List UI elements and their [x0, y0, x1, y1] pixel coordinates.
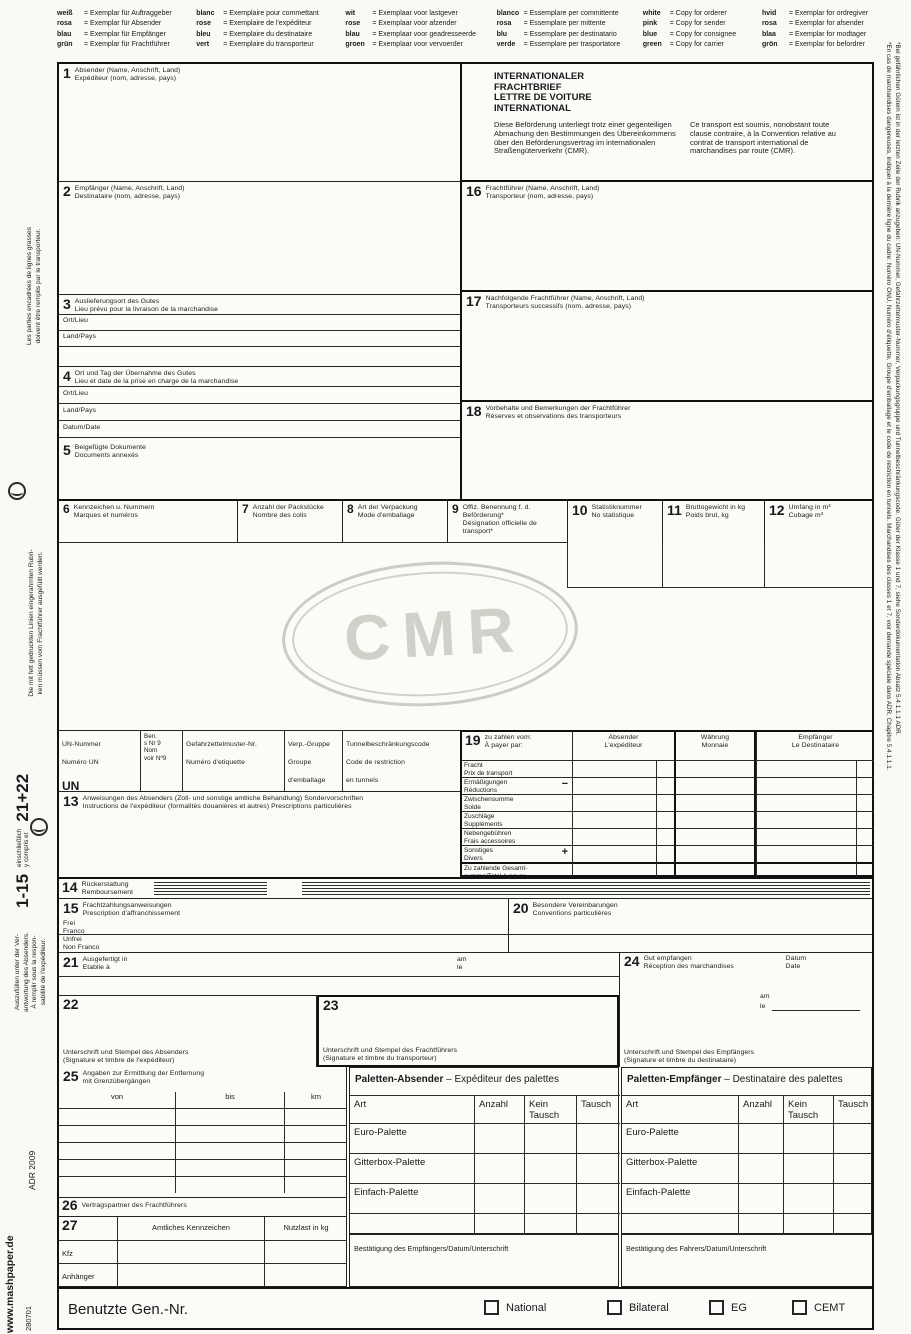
pallet-cell[interactable]	[576, 1123, 620, 1153]
non-franco-row[interactable]: Unfrei Non Franco	[63, 936, 100, 951]
legend-entry: rose = Exemplaar voor afzender	[345, 20, 457, 28]
vehicle-cell[interactable]	[264, 1263, 347, 1287]
charge-cell[interactable]	[572, 777, 656, 794]
legend-entry: rose = Exemplaire de l'expéditeur	[196, 20, 312, 28]
pallet-cell[interactable]	[576, 1213, 620, 1235]
column-header-consignee: Empfänger Le Destinataire	[756, 732, 874, 760]
field-number: 26	[62, 1197, 78, 1213]
charge-row-label: Zwischensumme Solde	[462, 794, 572, 811]
field-label: Angaben zur Ermittlung der Entfernung mit Grenzübergängen	[82, 1070, 205, 1085]
field-number: 24	[624, 953, 640, 969]
column-header-plate: Amtliches Kennzeichen	[117, 1217, 264, 1240]
column-header-km: km	[284, 1092, 347, 1108]
pallets-sender-table	[349, 1067, 619, 1234]
legend-entry: bleu = Exemplaire du destinataire	[196, 30, 313, 38]
charge-cell[interactable]	[756, 760, 856, 777]
charge-cell[interactable]	[656, 760, 674, 777]
hazard-label-cell[interactable]: Gefahrzettelmuster-Nr. Numéro d'etiquette	[182, 731, 284, 791]
legend-entry: hvid = Exemplar for ordregiver	[761, 10, 869, 17]
field-number: 13	[63, 793, 79, 809]
distance-cell[interactable]	[59, 1176, 175, 1193]
cmr-watermark: CMR	[278, 554, 581, 713]
currency-cell[interactable]	[674, 845, 756, 862]
field-label: Anweisungen des Absenders (Zoll- und sonstige amtliche Behandlung) Sondervorschriften Instructions de l'expéditeur (formalités douanières et autres) Prescriptions particulières	[82, 795, 364, 810]
am-le-label: am le	[457, 956, 467, 971]
charge-row-label: Fracht Prix de transport	[462, 760, 572, 777]
goods-header-row	[59, 499, 872, 542]
charge-cell[interactable]	[572, 845, 656, 862]
currency-cell[interactable]	[674, 760, 756, 777]
vehicle-cell[interactable]	[117, 1263, 264, 1287]
field-label: Vertragspartner des Frachtführers	[81, 1202, 187, 1209]
currency-cell[interactable]	[674, 794, 756, 811]
legend-entry: blaa = Exemplar for modtager	[761, 30, 867, 38]
pallets-consignee-title: Paletten-Empfänger – Destinataire des palettes	[627, 1074, 843, 1085]
range-high: 21+22	[12, 773, 32, 822]
field-label: Auslieferungsort des Gutes Lieu prévu pour la livraison de la marchandise	[74, 298, 219, 313]
field-1-sender[interactable]	[59, 64, 462, 182]
field-10-statistical: 10 Statistiknummer No statistique	[567, 501, 662, 542]
field-number: 25	[63, 1068, 79, 1084]
pallet-cell[interactable]	[833, 1183, 871, 1213]
field-number: 16	[466, 183, 482, 199]
column-header-kein-tausch: Kein Tausch	[783, 1095, 833, 1123]
checkbox-icon[interactable]	[709, 1300, 724, 1315]
charge-cell[interactable]	[572, 828, 656, 845]
legend-group-da	[762, 9, 874, 51]
distance-cell[interactable]	[59, 1125, 175, 1142]
pallet-cell[interactable]	[350, 1213, 474, 1235]
land-pays-row[interactable]: Land/Pays	[59, 331, 460, 347]
charge-row-label: Zuschläge Suppléments	[462, 811, 572, 828]
distance-cell[interactable]	[59, 1159, 175, 1176]
currency-cell[interactable]	[674, 777, 756, 794]
pallet-cell[interactable]	[833, 1213, 871, 1235]
field-18-reservations[interactable]	[462, 402, 872, 499]
range-low: 1-15	[12, 873, 32, 908]
ort-lieu-row[interactable]: Ort/Lieu	[59, 387, 460, 404]
field-label: Absender (Name, Anschrift, Land) Expéditeur (nom, adresse, pays)	[74, 67, 181, 82]
checkbox-icon[interactable]	[484, 1300, 499, 1315]
am-label: am	[760, 993, 770, 1000]
distance-cell[interactable]	[175, 1159, 284, 1176]
pallet-cell[interactable]	[524, 1183, 576, 1213]
datum-date-row[interactable]: Datum/Date	[59, 421, 460, 438]
pallet-cell[interactable]	[783, 1183, 833, 1213]
range-including-fr: y compris et	[23, 832, 30, 867]
field-label: Beigefügte Dokumente Documents annexés	[74, 444, 146, 459]
field-number: 1	[63, 65, 71, 81]
distance-cell[interactable]	[284, 1176, 347, 1193]
pallet-cell[interactable]	[474, 1153, 524, 1183]
hatch-bar	[154, 882, 267, 897]
field-17-successive-carriers[interactable]	[462, 292, 872, 402]
legend-entry: blue = Copy for consignee	[642, 30, 737, 38]
field-number: 18	[466, 403, 482, 419]
legend-entry: vert = Exemplaire du transporteur	[196, 41, 314, 49]
cmr-title: INTERNATIONALER FRACHTBRIEF LETTRE DE VOITURE INTERNATIONAL	[494, 71, 592, 114]
charge-cell[interactable]	[572, 811, 656, 828]
cmr-convention-text	[494, 121, 862, 155]
charge-cell[interactable]	[756, 811, 856, 828]
charge-cell[interactable]	[756, 845, 856, 862]
field-8-packing: 8 Art der Verpackung Mode d'emballage	[342, 501, 447, 542]
distance-cell[interactable]	[175, 1142, 284, 1159]
charge-cell[interactable]	[656, 777, 674, 794]
legend-entry: white = Copy for orderer	[642, 10, 727, 17]
pallet-cell[interactable]	[474, 1183, 524, 1213]
pallet-cell[interactable]	[474, 1123, 524, 1153]
pallet-cell[interactable]	[738, 1213, 783, 1235]
pallet-cell[interactable]	[474, 1213, 524, 1235]
field-number-cell: 27	[62, 1217, 78, 1233]
margin-field-range	[12, 718, 58, 908]
date-fill-line[interactable]	[772, 1010, 860, 1011]
legend-entry: rosa = Exemplar for afsender	[761, 20, 864, 28]
field-12-volume: 12 Umfang in m³ Cubage m³	[764, 501, 872, 542]
emblem-icon	[8, 482, 26, 500]
confirmation-label: Bestätigung des Fahrers/Datum/Unterschrift	[626, 1244, 767, 1253]
checkbox-cemt[interactable]: CEMT	[792, 1300, 845, 1315]
signature-caption: Unterschrift und Stempel des Absenders (Signature et timbre de l'expéditeur)	[63, 1049, 189, 1064]
field-label: Gut empfangen Réception des marchandises	[643, 955, 734, 970]
vehicle-cell[interactable]	[264, 1240, 347, 1263]
field-20-special-agreements[interactable]	[509, 899, 872, 952]
pallet-cell[interactable]	[524, 1123, 576, 1153]
charge-cell[interactable]	[572, 760, 656, 777]
distance-cell[interactable]	[59, 1142, 175, 1159]
field-7-packages: 7 Anzahl der Packstücke Nombre des colis	[237, 501, 342, 542]
form-body	[57, 62, 874, 1330]
field-21-established-in[interactable]	[59, 952, 619, 995]
ort-lieu-row[interactable]: Ort/Lieu	[59, 315, 460, 331]
confirmation-label: Bestätigung des Empfängers/Datum/Unterschrift	[354, 1244, 509, 1253]
field-label: Besondere Vereinbarungen Conventions particulières	[532, 902, 618, 917]
field-label: Vorbehalte und Bemerkungen der Frachtführer Réserves et observations des transporteurs	[485, 405, 631, 420]
pallet-cell[interactable]	[783, 1123, 833, 1153]
legend-entry: green = Copy for carrier	[642, 41, 725, 49]
consignee-confirmation-box[interactable]	[349, 1234, 619, 1287]
margin-note-sender-responsibility: Auszufüllen unter der Ver- antwortung des Absenders. À remplir sous la respon- sabilité de l'expéditeur.	[14, 932, 47, 1012]
pallet-row-label: Einfach-Palette	[350, 1183, 474, 1213]
field-15-payment-instructions	[59, 899, 509, 952]
distance-cell[interactable]	[284, 1159, 347, 1176]
charge-cell[interactable]	[756, 828, 856, 845]
field-26-contract-partner[interactable]	[59, 1197, 347, 1217]
legend-entry: blanc = Exemplaire pour commettant	[196, 10, 319, 17]
pallet-row-label: Gitterbox-Palette	[350, 1153, 474, 1183]
column-header-art: Art	[622, 1095, 738, 1123]
margin-note-carrier-de: Die mit fett gedruckten Linien eingerahmten Rubri- ken müssen vom Frachtführer ausgefüllt werden.	[28, 549, 44, 697]
datum-date-label: Datum Date	[785, 955, 807, 970]
packing-group-cell[interactable]: Verp.-Gruppe Groupe d'emballage	[284, 731, 342, 791]
distance-cell[interactable]	[59, 1108, 175, 1125]
land-pays-row[interactable]: Land/Pays	[59, 404, 460, 421]
signature-caption: Unterschrift und Stempel des Empfängers (Signature et timbre du destinataire)	[624, 1049, 755, 1064]
dangerous-goods-note-de: *Bei gefährlichen Gütern ist in der letzten Zeile der Rubrik anzugeben: UN-Nummer, Gefahrzettelmuster-Nummer, Verpackungsgruppe und Tunnelbeschränkungscode. Güter der Klasse 1 und 7, siehe Sonderdokumentation Absatz 5.4.1.1.1 ADR.	[894, 42, 901, 736]
legend-group-nl	[345, 9, 495, 51]
field-label: Nachfolgende Frachtführer (Name, Anschrift, Land) Transporteurs successifs (nom, adresse, pays)	[485, 295, 645, 310]
charge-cell[interactable]	[856, 760, 874, 777]
field-4-takeover-place[interactable]	[59, 367, 462, 441]
le-label: le	[760, 1003, 766, 1010]
legend-entry: groen = Exemplaar voor vervoerder	[345, 41, 463, 49]
pallet-cell[interactable]	[738, 1153, 783, 1183]
vehicle-cell[interactable]	[117, 1240, 264, 1263]
legend-group-de	[57, 9, 195, 51]
margin-adr-year: ADR 2009	[27, 1150, 37, 1190]
margin-form-number: 280701	[24, 1305, 33, 1331]
field-19-header: 19 zu zahlen vom: À payer par:	[465, 732, 532, 749]
charge-cell[interactable]	[856, 811, 874, 828]
un-row	[59, 730, 460, 792]
charge-row-label: Sonstiges Divers +	[462, 845, 572, 862]
un-prefix: UN	[62, 779, 80, 793]
checkbox-icon[interactable]	[792, 1300, 807, 1315]
field-6-marks: 6 Kennzeichen u. Nummern Marques et numéros	[63, 502, 155, 519]
field-label: Frachtzahlungsanweisungen Prescription d'affranchissement	[82, 902, 181, 917]
field-19-charges-table	[460, 730, 872, 877]
field-label: Frachtführer (Name, Anschrift, Land) Transporteur (nom, adresse, pays)	[485, 185, 600, 200]
convention-text-fr: Ce transport est soumis, nonobstant toute clause contraire, à la Convention relative au contrat de transport international de marchandises par route (CMR).	[690, 120, 836, 156]
field-number: 20	[513, 900, 529, 916]
field-number: 5	[63, 442, 71, 458]
field-5-documents[interactable]	[59, 441, 462, 499]
dangerous-goods-note-fr: *En cas de marchandises dangereuses, indiquer à la dernière ligne du cadre: Numéro ONU, Numéro d'étiquette, Groupe d'emballage et le code de restriction en tunnels. Marchandises des classes 1 et 7, voir demande spéciale dans ADR, Chapitre 5.4.1.1.1.	[884, 42, 892, 771]
column-header-von: von	[110, 1092, 124, 1101]
field-27-vehicle-table	[59, 1217, 347, 1287]
checkbox-bilateral[interactable]: Bilateral	[607, 1300, 669, 1315]
range-including-de: einschließlich	[16, 828, 23, 867]
pallet-row-label: Einfach-Palette	[622, 1183, 738, 1213]
column-header-kein-tausch: Kein Tausch	[524, 1095, 576, 1123]
column-header-payload: Nutzlast in kg	[264, 1217, 347, 1240]
field-16-carrier[interactable]	[462, 182, 872, 292]
trailer-row-label: Anhänger	[59, 1263, 117, 1287]
pallet-cell[interactable]	[833, 1153, 871, 1183]
field-label: Empfänger (Name, Anschrift, Land) Destinataire (nom, adresse, pays)	[74, 185, 185, 200]
field-number: 17	[466, 293, 482, 309]
column-header-sender: Absender L'expéditeur	[572, 732, 674, 760]
pallet-cell[interactable]	[738, 1183, 783, 1213]
field-3-delivery-place[interactable]	[59, 295, 462, 367]
currency-cell[interactable]	[674, 828, 756, 845]
pallets-sender-title: Paletten-Absender – Expéditeur des palettes	[355, 1074, 559, 1085]
distance-cell[interactable]	[175, 1125, 284, 1142]
charge-cell[interactable]	[856, 845, 874, 862]
pallet-row-label: Euro-Palette	[622, 1123, 738, 1153]
pallet-cell[interactable]	[783, 1213, 833, 1235]
column-header-art: Art	[350, 1095, 474, 1123]
pallets-consignee-table	[621, 1067, 872, 1234]
field-label: Ort und Tag der Übernahme des Gutes Lieu et date de la prise en charge de la marchandise	[74, 370, 239, 385]
checkbox-national[interactable]: National	[484, 1300, 546, 1315]
hatch-bar	[302, 882, 870, 897]
blank-row[interactable]	[509, 919, 872, 935]
field-11-gross-weight: 11 Bruttogewicht in kg Poids brut, kg	[662, 501, 764, 542]
charge-row-label: Ermäßigungen Réductions −	[462, 777, 572, 794]
column-header-anzahl: Anzahl	[738, 1095, 783, 1123]
blank-row[interactable]	[59, 347, 460, 367]
pallet-row-label: Gitterbox-Palette	[622, 1153, 738, 1183]
tunnel-code-cell[interactable]: Tunnelbeschränkungscode Code de restriction en tunnels	[342, 731, 460, 791]
field-number: 14	[62, 879, 78, 895]
total-row-label: Zu zahlende Gesamt- summe/Total à payer	[462, 862, 572, 879]
charge-cell[interactable]	[656, 811, 674, 828]
column-header-bis: bis	[175, 1092, 284, 1108]
charge-cell[interactable]	[856, 828, 874, 845]
field-number: 21	[63, 954, 79, 970]
charge-row-label: Nebengebühren Frais accessoires	[462, 828, 572, 845]
legend-group-fr	[196, 9, 344, 51]
field-2-consignee[interactable]	[59, 182, 462, 295]
signature-caption: Unterschrift und Stempel des Frachtführers (Signature et timbre du transporteur)	[323, 1047, 458, 1062]
permit-row	[59, 1287, 872, 1328]
legend-entry: blanco = Essemplare per committente	[496, 10, 619, 17]
field-22-sender-signature[interactable]	[59, 995, 317, 1067]
field-label: Rückerstattung Remboursement	[81, 881, 134, 896]
column-header-anzahl: Anzahl	[474, 1095, 524, 1123]
field-23-carrier-signature[interactable]	[317, 995, 619, 1067]
column-header-tausch: Tausch	[576, 1095, 620, 1123]
pallet-row-label: Euro-Palette	[350, 1123, 474, 1153]
legend-entry: blau = Exemplaar voor geadresseerde	[345, 30, 477, 38]
margin-dangerous-goods-note	[878, 42, 902, 1322]
charge-cell[interactable]	[656, 794, 674, 811]
un-name-cell[interactable]: Ben. s Nr 9 Nom voir Nº9	[140, 731, 182, 791]
kfz-row-label: Kfz	[59, 1240, 117, 1263]
field-24-goods-received[interactable]	[619, 952, 872, 1067]
legend-entry: grün = Exemplar für Frachtführer	[57, 41, 170, 49]
column-header-tausch: Tausch	[833, 1095, 871, 1123]
legend-entry: rosa = Exemplar für Absender	[57, 20, 162, 28]
margin-note-carrier-fr: Les parties encadrées de lignes grasses doivent être remplis par le transporteur.	[26, 226, 42, 346]
pallet-cell[interactable]	[576, 1153, 620, 1183]
field-number: 2	[63, 183, 71, 199]
legend-group-it	[497, 9, 642, 51]
field-9-designation: 9 Offiz. Benennung f. d. Beförderung* Désignation officielle de transport*	[447, 501, 567, 542]
charge-cell[interactable]	[656, 845, 674, 862]
column-header-currency: Währung Monnaie	[674, 732, 756, 760]
legend-entry: verde = Essemplare per trasportatore	[496, 41, 621, 49]
field-13-sender-instructions[interactable]	[59, 792, 460, 877]
un-number-cell[interactable]: UN-Nummer Numéro UN UN	[59, 731, 140, 791]
legend-entry: wit = Exemplaar voor lastgever	[345, 10, 458, 17]
pallet-cell[interactable]	[738, 1123, 783, 1153]
margin-website: www.mashpaper.de	[4, 1235, 16, 1333]
distance-cell[interactable]	[175, 1176, 284, 1193]
distance-cell[interactable]	[284, 1125, 347, 1142]
charge-cell[interactable]	[856, 777, 874, 794]
legend-group-en	[643, 9, 761, 51]
legend-entry: weiß = Exemplar für Auftraggeber	[57, 10, 172, 17]
cmr-header	[462, 64, 872, 182]
charge-cell[interactable]	[756, 777, 856, 794]
convention-text-de: Diese Beförderung unterliegt trotz einer gegenteiligen Abmachung den Bestimmungen des Übereinkommens über den Beförderungsvertrag im internationalen Straßengüterverkehr (CMR).	[494, 120, 676, 156]
driver-confirmation-box[interactable]	[621, 1234, 872, 1287]
distance-cell[interactable]	[175, 1108, 284, 1125]
pallet-cell[interactable]	[524, 1153, 576, 1183]
currency-cell[interactable]	[674, 811, 756, 828]
field-label: Ausgefertigt in Etablie à	[82, 956, 128, 971]
field-number: 22	[63, 996, 79, 1012]
field-number: 15	[63, 900, 79, 916]
pallet-cell[interactable]	[783, 1153, 833, 1183]
pallet-cell[interactable]	[576, 1183, 620, 1213]
charge-cell[interactable]	[856, 794, 874, 811]
distance-cell[interactable]	[284, 1142, 347, 1159]
permit-number-label: Benutzte Gen.-Nr.	[68, 1301, 189, 1318]
franco-row[interactable]: Frei Franco	[59, 919, 508, 935]
checkbox-icon[interactable]	[607, 1300, 622, 1315]
field-25-distance	[59, 1067, 347, 1197]
pallet-cell[interactable]	[524, 1213, 576, 1235]
legend-entry: rosa = Essemplare per mittente	[496, 20, 606, 28]
distance-cell[interactable]	[284, 1108, 347, 1125]
pallet-cell[interactable]	[833, 1123, 871, 1153]
legend-entry: pink = Copy for sender	[642, 20, 726, 28]
charge-cell[interactable]	[572, 794, 656, 811]
field-number: 23	[323, 997, 339, 1013]
legend-entry: grön = Exemplar for befordrer	[761, 41, 865, 49]
charge-cell[interactable]	[756, 794, 856, 811]
pallet-cell[interactable]	[622, 1213, 738, 1235]
legend-entry: blu = Essemplare per destinatario	[496, 30, 617, 38]
field-14-cash-on-delivery[interactable]	[59, 877, 872, 899]
copy-color-legend	[57, 9, 874, 51]
charge-cell[interactable]	[656, 828, 674, 845]
checkbox-eg[interactable]: EG	[709, 1300, 747, 1315]
legend-entry: blau = Exemplar für Empfänger	[57, 30, 166, 38]
field-number: 3	[63, 296, 71, 312]
field-number: 4	[63, 368, 71, 384]
